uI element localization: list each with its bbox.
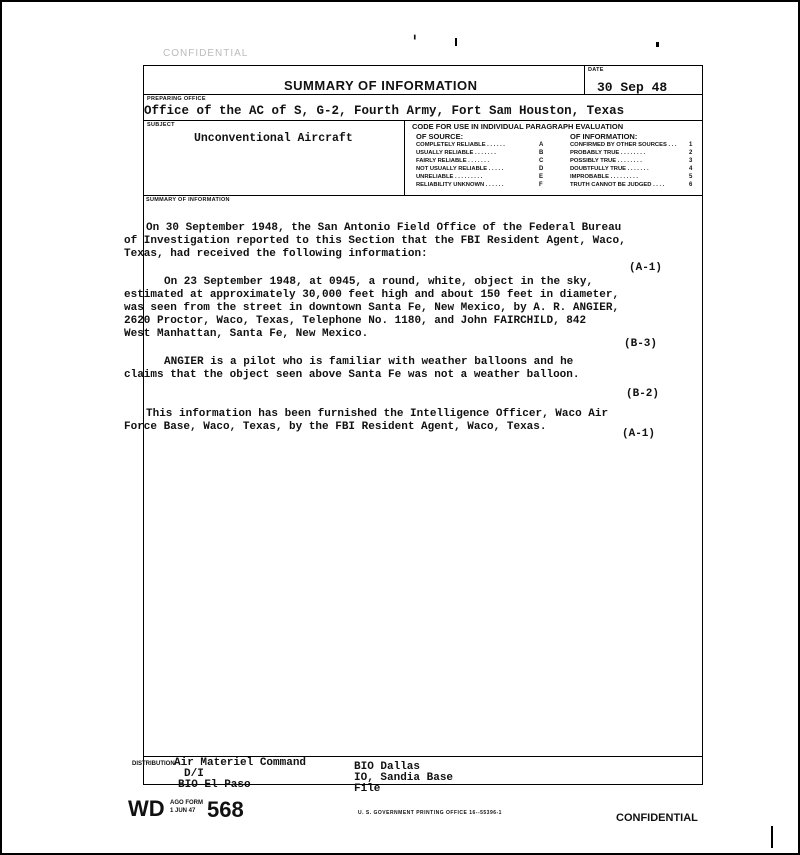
code-row-label: FAIRLY RELIABLE . . . . . . . <box>416 158 490 164</box>
paragraph-line: West Manhattan, Santa Fe, New Mexico. <box>124 328 369 340</box>
form-number: 568 <box>207 797 244 822</box>
code-row-label: IMPROBABLE . . . . . . . . . <box>570 174 638 180</box>
subject-section <box>144 120 405 196</box>
paragraph-line: claims that the object seen above Santa Fe was not a weather balloon. <box>124 369 580 381</box>
classification-marking: CONFIDENTIAL <box>616 812 698 824</box>
source-column <box>416 132 544 189</box>
code-row-letter: 3 <box>689 158 693 164</box>
evaluation-code: (B-3) <box>624 338 658 350</box>
code-row-letter: B <box>539 150 544 156</box>
code-row <box>416 157 544 165</box>
code-row <box>570 149 694 157</box>
paragraph-3 <box>124 356 580 382</box>
scan-mark <box>771 826 773 848</box>
subject-label: SUBJECT <box>147 122 175 128</box>
preparing-office-label: PREPARING OFFICE <box>147 96 206 102</box>
information-list <box>570 141 694 189</box>
form-header <box>144 66 702 95</box>
evaluation-code: (A-1) <box>629 262 663 274</box>
code-row <box>416 165 544 173</box>
date-value: 30 Sep 48 <box>597 80 668 95</box>
paragraph-line: was seen from the street in downtown Santa Fe, New Mexico, by A. R. ANGIER, <box>124 302 620 314</box>
code-row <box>570 165 694 173</box>
distribution-item: IO, Sandia Base <box>354 772 454 784</box>
paragraph-line: 2620 Proctor, Waco, Texas, Telephone No. 1180, and John FAIRCHILD, 842 <box>124 315 587 327</box>
subject-value: Unconventional Aircraft <box>194 132 353 145</box>
summary-form <box>124 65 703 795</box>
code-row-label: PROBABLY TRUE . . . . . . . . <box>570 150 646 156</box>
source-list <box>416 141 544 189</box>
paragraph-line: ANGIER is a pilot who is familiar with weather balloons and he <box>164 356 574 368</box>
distribution-item: BIO El Paso <box>178 779 251 791</box>
distribution-item: File <box>354 783 381 795</box>
code-row-letter: D <box>539 166 544 172</box>
distribution-item: D/I <box>184 768 204 780</box>
distribution-item: Air Materiel Command <box>174 757 307 769</box>
code-row-label: POSSIBLY TRUE . . . . . . . . <box>570 158 642 164</box>
scan-mark: ˈ <box>412 32 418 53</box>
code-row <box>570 141 694 149</box>
paragraph-line: of Investigation reported to this Section that the FBI Resident Agent, Waco, <box>124 235 626 247</box>
evaluation-code: (B-2) <box>626 388 660 400</box>
scan-mark <box>656 42 659 47</box>
code-row-letter: 6 <box>689 182 693 188</box>
paragraph-4 <box>124 408 609 434</box>
paragraph-line: This information has been furnished the Intelligence Officer, Waco Air <box>146 408 609 420</box>
preparing-office-section <box>144 94 702 121</box>
evaluation-code-section <box>404 120 702 196</box>
code-row-letter: C <box>539 158 544 164</box>
paragraph-line: Texas, had received the following information: <box>124 248 428 260</box>
preparing-office-value: Office of the AC of S, G-2, Fourth Army, Fort Sam Houston, Texas <box>144 104 625 118</box>
distribution-label: DISTRIBUTION <box>132 761 175 767</box>
code-row-letter: E <box>539 174 544 180</box>
code-row <box>416 141 544 149</box>
paragraph-line: On 23 September 1948, at 0945, a round, white, object in the sky, <box>164 276 594 288</box>
distribution-item: BIO Dallas <box>354 761 421 773</box>
code-row <box>570 181 694 189</box>
paragraph-line: Force Base, Waco, Texas, by the FBI Resident Agent, Waco, Texas. <box>124 421 547 433</box>
paragraph-line: estimated at approximately 30,000 feet high and about 150 feet in diameter, <box>124 289 620 301</box>
date-label: DATE <box>588 67 604 73</box>
scan-mark <box>455 38 457 46</box>
code-row-label: NOT USUALLY RELIABLE . . . . . <box>416 166 504 172</box>
code-row-label: COMPLETELY RELIABLE . . . . . . <box>416 142 505 148</box>
form-series: WD <box>128 796 165 821</box>
information-column <box>570 132 694 189</box>
source-heading: OF SOURCE: <box>416 132 464 141</box>
code-row-label: RELIABILITY UNKNOWN . . . . . . <box>416 182 504 188</box>
code-row-letter: 1 <box>689 142 693 148</box>
code-row <box>416 181 544 189</box>
code-row <box>416 173 544 181</box>
information-heading: OF INFORMATION: <box>570 132 638 141</box>
form-edition <box>170 799 203 815</box>
paragraph-1 <box>124 222 626 261</box>
code-row <box>570 173 694 181</box>
form-date: 1 JUN 47 <box>170 808 196 814</box>
evaluation-code: (A-1) <box>622 428 656 440</box>
code-row-label: DOUBTFULLY TRUE . . . . . . . <box>570 166 649 172</box>
code-row-letter: A <box>539 142 544 148</box>
code-row-label: CONFIRMED BY OTHER SOURCES . . . <box>570 142 677 148</box>
code-row-letter: 2 <box>689 150 693 156</box>
code-row-label: TRUTH CANNOT BE JUDGED . . . . <box>570 182 665 188</box>
code-row-letter: 4 <box>689 166 693 172</box>
printer-line: U. S. GOVERNMENT PRINTING OFFICE 16--55396-1 <box>358 810 502 816</box>
code-row-letter: F <box>539 182 543 188</box>
form-title: SUMMARY OF INFORMATION <box>284 78 478 93</box>
date-box <box>584 66 703 94</box>
code-row-label: USUALLY RELIABLE . . . . . . . <box>416 150 496 156</box>
faded-stamp: CONFIDENTIAL <box>163 48 249 59</box>
code-row-letter: 5 <box>689 174 693 180</box>
distribution-section <box>132 756 702 795</box>
code-title: CODE FOR USE IN INDIVIDUAL PARAGRAPH EVALUATION <box>412 122 624 131</box>
form-label: AGO FORM <box>170 800 203 806</box>
summary-label: SUMMARY OF INFORMATION <box>146 197 230 203</box>
paragraph-2 <box>124 276 620 341</box>
code-row-label: UNRELIABLE . . . . . . . . . <box>416 174 483 180</box>
code-row <box>570 157 694 165</box>
code-row <box>416 149 544 157</box>
paragraph-line: On 30 September 1948, the San Antonio Field Office of the Federal Bureau <box>146 222 622 234</box>
